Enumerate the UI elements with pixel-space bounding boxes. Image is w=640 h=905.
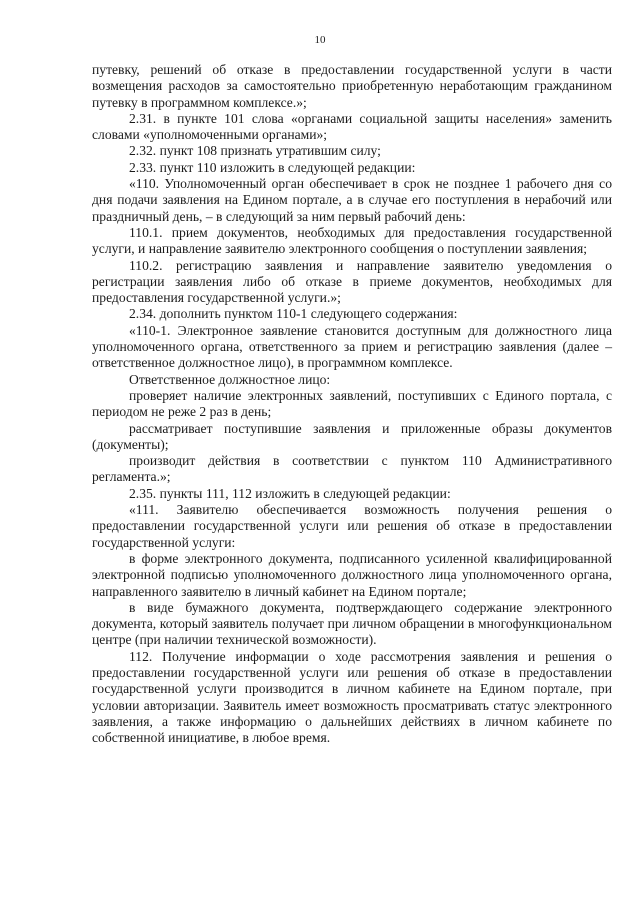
paragraph: 2.35. пункты 111, 112 изложить в следующей редакции: — [129, 485, 451, 501]
paragraph: 112. Получение информации о ходе рассмотрения заявления и решения о предоставлении государственной услуги или решения об отказе в предоставлении государственной услуги производится в личном кабинете на Едином портале, при условии авторизации. Заявитель имеет возможность просматривать статус электронного заявления, а также информацию о дальнейших действиях в личном кабинете по собственной инициативе, в любое время. — [92, 648, 612, 746]
paragraph: 110.1. прием документов, необходимых для предоставления государственной услуги, и направление заявителю электронного сообщения о поступлении заявления; — [92, 224, 612, 257]
paragraph: в форме электронного документа, подписанного усиленной квалифицированной электронной подписью уполномоченного должностного лица уполномоченного органа, направленного заявителю в личный кабинет на Едином портале; — [92, 550, 612, 599]
paragraph: путевку, решений об отказе в предоставлении государственной услуги в части возмещения расходов за самостоятельно приобретенную неработающим гражданином путевку в программном комплексе.»; — [92, 62, 612, 110]
paragraph: 2.34. дополнить пунктом 110-1 следующего содержания: — [129, 306, 458, 322]
page-number: 10 — [314, 34, 326, 46]
paragraph: проверяет наличие электронных заявлений, поступивших с Единого портала, с периодом не реже 2 раз в день; — [92, 387, 612, 420]
paragraph: 110.2. регистрацию заявления и направление заявителю уведомления о регистрации заявления либо об отказе в приеме документов, необходимых для предоставления государственной услуги.»; — [92, 257, 612, 306]
paragraph: «110-1. Электронное заявление становится доступным для должностного лица уполномоченного органа, ответственного за прием и регистрацию заявления (далее – ответственное должностное лицо), в программном комплексе. — [92, 322, 612, 371]
paragraph: производит действия в соответствии с пунктом 110 Административного регламента.»; — [92, 453, 612, 485]
paragraph: 2.33. пункт 110 изложить в следующей редакции: — [129, 159, 416, 175]
paragraph: «111. Заявителю обеспечивается возможность получения решения о предоставлении государственной услуги или решения об отказе в предоставлении государственной услуги: — [92, 502, 612, 550]
paragraph: 2.31. в пункте 101 слова «органами социальной защиты населения» заменить словами «уполномоченными органами»; — [92, 110, 612, 143]
paragraph: Ответственное должностное лицо: — [129, 371, 331, 387]
paragraph: рассматривает поступившие заявления и приложенные образы документов (документы); — [92, 420, 612, 452]
paragraph: 2.32. пункт 108 признать утратившим силу; — [129, 143, 381, 159]
document-body — [92, 62, 612, 746]
paragraph: «110. Уполномоченный орган обеспечивает в срок не позднее 1 рабочего дня со дня подачи заявления на Едином портале, а в случае его поступления в нерабочий или праздничный день, – в следующий за ним первый рабочий день: — [92, 176, 612, 224]
paragraph: в виде бумажного документа, подтверждающего содержание электронного документа, который заявитель получает при личном обращении в многофункциональном центре (при наличии технической возможности). — [92, 599, 612, 648]
